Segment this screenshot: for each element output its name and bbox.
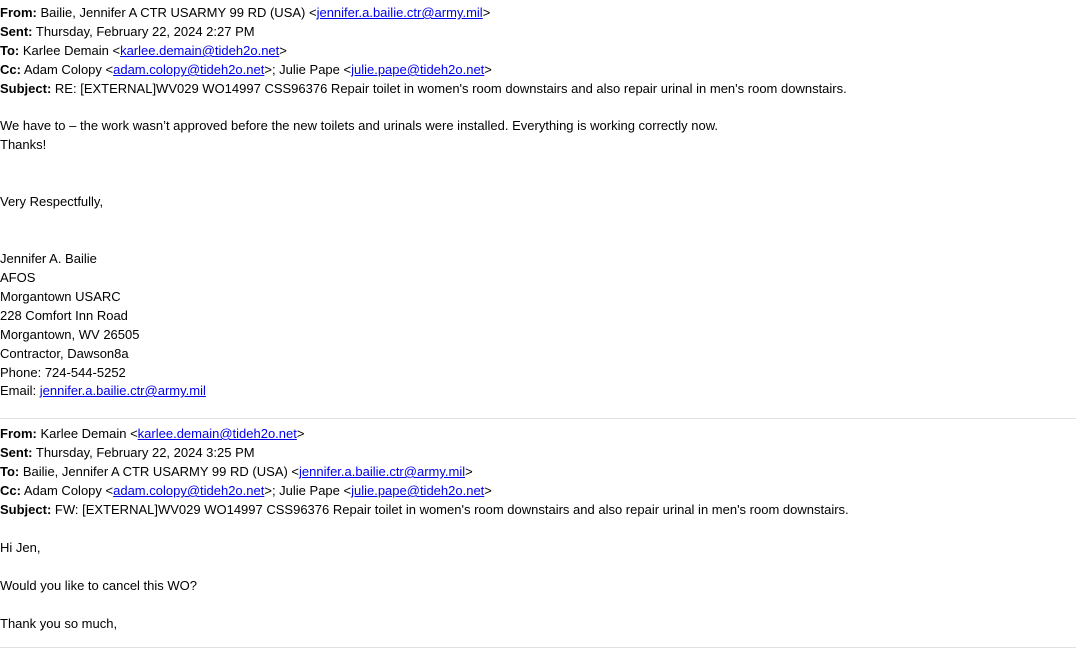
cc-email-link[interactable]: julie.pape@tideh2o.net <box>351 62 485 77</box>
cc-separator: >; Julie Pape < <box>264 483 352 498</box>
msg2-sent-line <box>0 443 255 462</box>
msg2-greeting: Hi Jen, <box>0 540 41 555</box>
cc-name: Adam Colopy < <box>23 483 114 498</box>
cc-email-link[interactable]: julie.pape@tideh2o.net <box>351 483 485 498</box>
cc-email-link[interactable]: adam.colopy@tideh2o.net <box>113 483 265 498</box>
sent-date: Thursday, February 22, 2024 2:27 PM <box>35 24 255 39</box>
subject-label: Subject: <box>0 81 52 96</box>
subject-text: FW: [EXTERNAL]WV029 WO14997 CSS96376 Repair toilet in women's room downstairs and also repair urinal in men's room downstairs. <box>54 502 849 517</box>
msg1-cc-line <box>0 60 492 79</box>
signature-name: Jennifer A. Bailie <box>0 251 97 266</box>
to-label: To: <box>0 464 20 479</box>
msg2-from-line <box>0 424 304 443</box>
bracket: > <box>296 426 305 441</box>
cc-label: Cc: <box>0 483 21 498</box>
msg1-from-line <box>0 3 490 22</box>
signature-address-line2: Morgantown, WV 26505 <box>0 327 140 342</box>
msg1-thanks: Thanks! <box>0 137 47 152</box>
to-email-link[interactable]: karlee.demain@tideh2o.net <box>120 43 280 58</box>
from-name: Bailie, Jennifer A CTR USARMY 99 RD (USA) < <box>40 5 317 20</box>
bracket: > <box>465 464 473 479</box>
sent-date: Thursday, February 22, 2024 3:25 PM <box>35 445 255 460</box>
signature-address-line1: 228 Comfort Inn Road <box>0 308 128 323</box>
signature-site: Morgantown USARC <box>0 289 121 304</box>
bracket: > <box>482 5 491 20</box>
bracket: > <box>279 43 287 58</box>
bracket: > <box>484 62 492 77</box>
from-name: Karlee Demain < <box>40 426 138 441</box>
signature-org: AFOS <box>0 270 36 285</box>
cc-email-link[interactable]: adam.colopy@tideh2o.net <box>113 62 265 77</box>
to-label: To: <box>0 43 20 58</box>
signature-role: Contractor, Dawson8a <box>0 346 129 361</box>
msg2-cc-line <box>0 481 492 500</box>
from-email-link[interactable]: karlee.demain@tideh2o.net <box>137 426 297 441</box>
msg2-closing: Thank you so much, <box>0 616 118 631</box>
sent-label: Sent: <box>0 24 33 39</box>
from-email-link[interactable]: jennifer.a.bailie.ctr@army.mil <box>316 5 483 20</box>
msg2-subject-line <box>0 500 849 519</box>
signature-email-link[interactable]: jennifer.a.bailie.ctr@army.mil <box>39 383 206 398</box>
signature-email-line <box>0 381 206 400</box>
subject-text: RE: [EXTERNAL]WV029 WO14997 CSS96376 Repair toilet in women's room downstairs and also repair urinal in men's room downstairs. <box>54 81 847 96</box>
to-email-link[interactable]: jennifer.a.bailie.ctr@army.mil <box>298 464 466 479</box>
cc-name: Adam Colopy < <box>23 62 114 77</box>
msg1-body-text: We have to – the work wasn’t approved before the new toilets and urinals were installed. Everything is working correctly now. <box>0 118 719 133</box>
from-label: From: <box>0 5 37 20</box>
to-name: Karlee Demain < <box>22 43 121 58</box>
msg2-to-line <box>0 462 473 481</box>
message-divider <box>0 418 1076 419</box>
signature-phone: Phone: 724-544-5252 <box>0 365 126 380</box>
msg1-subject-line <box>0 79 847 98</box>
msg1-to-line <box>0 41 287 60</box>
from-label: From: <box>0 426 37 441</box>
cc-separator: >; Julie Pape < <box>264 62 352 77</box>
page-bottom-divider <box>0 647 1076 648</box>
msg1-sent-line <box>0 22 255 41</box>
msg1-closing: Very Respectfully, <box>0 194 104 209</box>
subject-label: Subject: <box>0 502 52 517</box>
cc-label: Cc: <box>0 62 21 77</box>
sent-label: Sent: <box>0 445 33 460</box>
msg2-body-text: Would you like to cancel this WO? <box>0 578 198 593</box>
bracket: > <box>484 483 492 498</box>
to-name: Bailie, Jennifer A CTR USARMY 99 RD (USA) < <box>22 464 299 479</box>
signature-email-label: Email: <box>0 383 40 398</box>
